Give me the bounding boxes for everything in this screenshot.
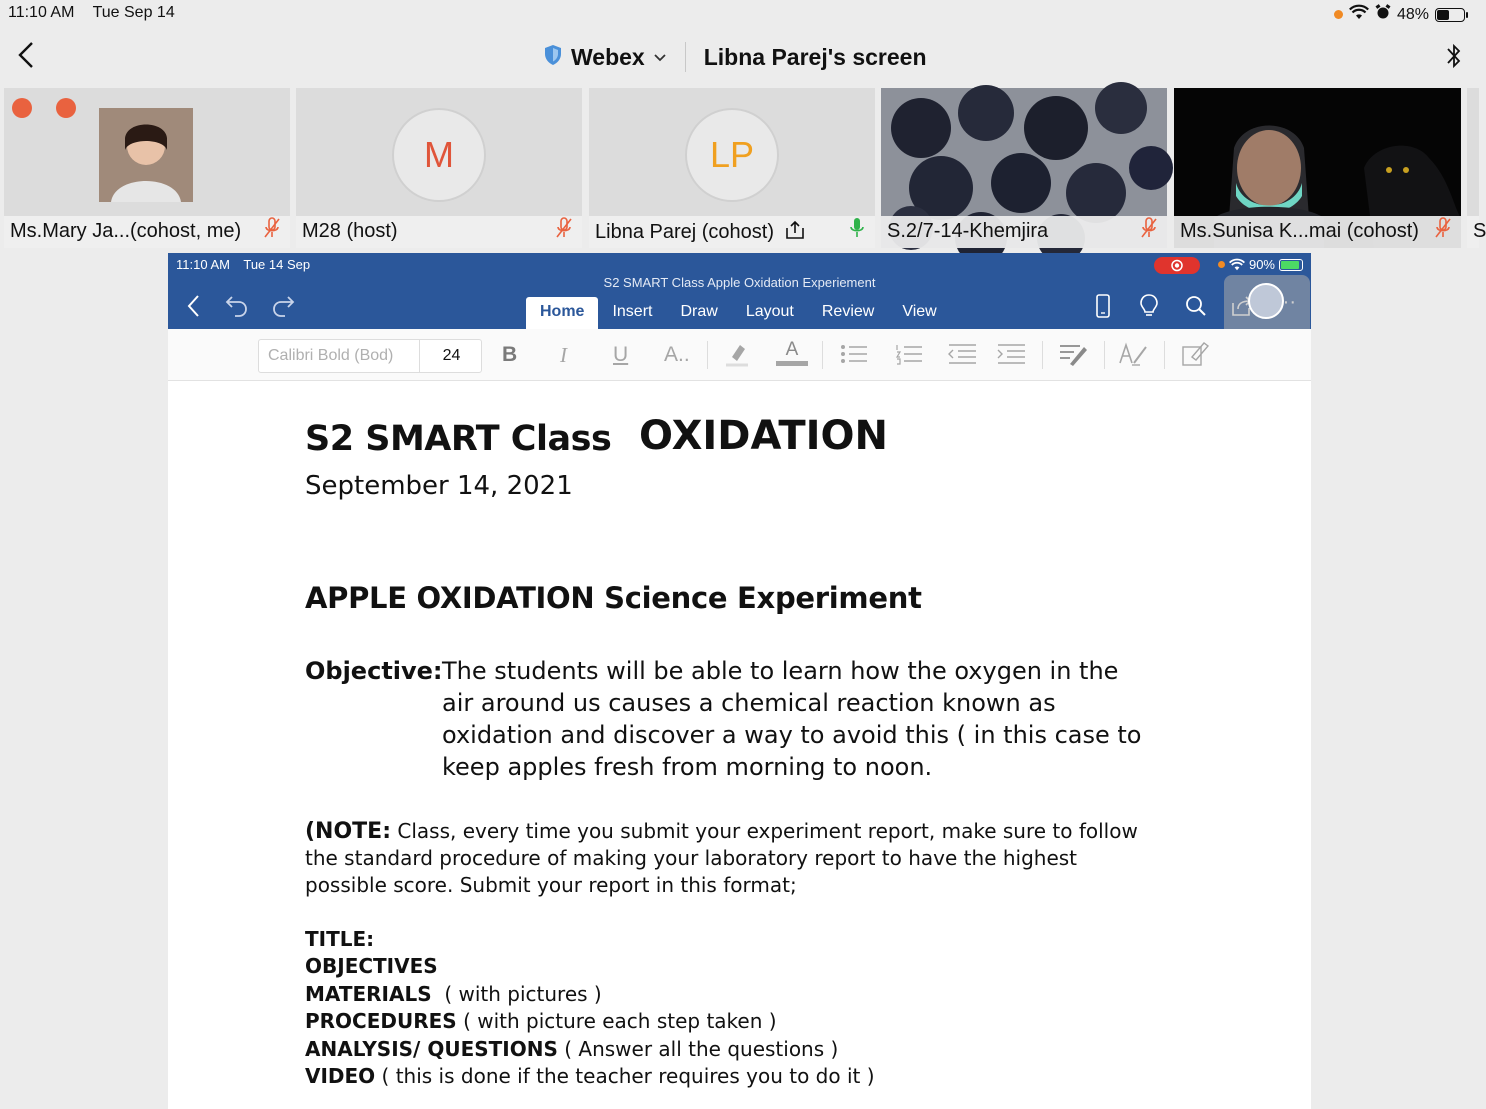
ipad-date: Tue 14 Sep <box>243 257 311 272</box>
doc-date: September 14, 2021 <box>305 471 573 501</box>
back-button[interactable] <box>12 40 42 70</box>
bold-button[interactable]: B <box>502 343 518 366</box>
tell-me-button[interactable] <box>1138 293 1160 324</box>
mic-icon <box>849 217 865 244</box>
note-line: the standard procedure of making your laboratory report to have the highest <box>305 846 1078 870</box>
highlighter-icon <box>724 341 750 369</box>
list-item: ANALYSIS/ QUESTIONS ( Answer all the questions ) <box>305 1036 839 1061</box>
word-title-bar <box>168 253 1311 329</box>
chevron-down-icon <box>653 53 667 63</box>
ipad-battery-percent: 90% <box>1248 257 1275 272</box>
status-bar <box>0 0 1479 28</box>
objective-label: Objective: <box>305 657 443 685</box>
search-icon <box>1184 293 1208 319</box>
sharing-icon <box>784 220 806 240</box>
ipad-wifi-icon <box>1229 259 1245 271</box>
lightbulb-icon <box>1138 293 1160 319</box>
styles-button[interactable] <box>1058 341 1088 373</box>
ribbon-tabs <box>526 297 951 329</box>
muted-badge-icon <box>12 98 32 118</box>
increase-indent-button[interactable] <box>996 343 1026 371</box>
font-color-label: A <box>785 339 799 360</box>
ipad-mic-indicator <box>1218 261 1225 268</box>
font-size-options-button[interactable]: A.. <box>664 343 690 366</box>
shield-icon <box>543 44 563 72</box>
mobile-view-button[interactable] <box>1094 293 1112 324</box>
avatar <box>99 108 193 202</box>
note-label: (NOTE: <box>305 819 392 844</box>
chevron-left-icon <box>12 40 42 70</box>
participant-name: S.2/7-14-Khemjira <box>887 220 1049 242</box>
participant-name: S <box>1473 220 1486 242</box>
webex-header <box>0 28 1479 86</box>
muted-mic-icon <box>1435 217 1451 244</box>
list-item: PROCEDURES ( with picture each step taken ) <box>305 1009 777 1034</box>
document-title: S2 SMART Class Apple Oxidation Experiement <box>603 275 876 290</box>
battery-percent: 48% <box>1396 5 1429 23</box>
list-item: MATERIALS ( with pictures ) <box>305 981 602 1006</box>
muted-mic-icon <box>264 217 280 244</box>
ipad-time: 11:10 AM <box>176 257 230 272</box>
muted-mic-icon <box>1141 217 1157 244</box>
tab-insert[interactable]: Insert <box>612 303 653 320</box>
report-format-list <box>305 926 875 1090</box>
participant-tile[interactable] <box>4 88 290 248</box>
redo-button[interactable] <box>270 293 296 324</box>
tab-draw[interactable]: Draw <box>680 303 718 320</box>
participant-tile[interactable] <box>296 88 582 248</box>
note-line: Class, every time you submit your experiment report, make sure to follow <box>397 819 1138 843</box>
screen-recording-indicator <box>1154 257 1200 274</box>
mic-in-use-indicator <box>1334 10 1343 19</box>
bullets-button[interactable] <box>840 343 868 371</box>
participant-name: Ms.Mary Ja...(cohost, me) <box>10 220 242 242</box>
objective-line: air around us causes a chemical reaction known as <box>442 689 1056 717</box>
clear-formatting-button[interactable] <box>1118 341 1150 373</box>
numbering-button[interactable] <box>895 343 923 371</box>
undo-icon <box>224 293 250 319</box>
doc-title-left: S2 SMART Class <box>305 419 612 459</box>
note-paragraph <box>305 818 1185 899</box>
doc-heading: APPLE OXIDATION Science Experiment <box>305 581 922 615</box>
participant-tile[interactable] <box>589 88 875 248</box>
list-item: OBJECTIVES <box>305 954 438 979</box>
format-painter-button[interactable] <box>1180 339 1210 375</box>
underline-button[interactable]: U <box>613 343 629 366</box>
battery-icon <box>1435 8 1465 22</box>
muted-mic-icon <box>556 217 572 244</box>
format-painter-icon <box>1180 339 1210 369</box>
avatar: M <box>392 108 486 202</box>
objective-line: keep apples fresh from morning to noon. <box>442 753 933 781</box>
alarm-icon <box>1375 4 1391 25</box>
clear-format-icon <box>1118 341 1150 367</box>
numbered-list-icon <box>895 343 923 365</box>
bullet-list-icon <box>840 343 868 365</box>
note-line: possible score. Submit your report in this format; <box>305 873 797 897</box>
objective-line: The students will be able to learn how the oxygen in the <box>442 657 1119 685</box>
indent-icon <box>996 343 1026 365</box>
font-color-button[interactable] <box>776 339 808 366</box>
chevron-left-icon <box>184 293 204 319</box>
recording-badge-icon <box>56 98 76 118</box>
tab-review[interactable]: Review <box>821 303 875 320</box>
participant-tile[interactable] <box>881 88 1167 248</box>
webex-menu-button[interactable] <box>571 44 667 71</box>
search-button[interactable] <box>1184 293 1208 324</box>
outdent-icon <box>947 343 977 365</box>
ipad-battery-icon <box>1279 259 1303 271</box>
word-back-button[interactable] <box>184 293 204 324</box>
participant-name: Libna Parej (cohost) <box>595 221 774 243</box>
font-name-dropdown[interactable]: Calibri Bold (Bod) <box>268 347 394 364</box>
tab-layout[interactable]: Layout <box>745 303 794 320</box>
doc-title-right: OXIDATION <box>639 413 889 459</box>
redo-icon <box>270 293 296 319</box>
list-item: TITLE: <box>305 927 375 951</box>
participant-tile[interactable] <box>1467 88 1486 248</box>
participant-name: Ms.Sunisa K...mai (cohost) <box>1180 220 1419 242</box>
home-ribbon <box>168 329 1311 381</box>
tab-home[interactable]: Home <box>526 297 598 329</box>
italic-button[interactable]: I <box>560 343 567 367</box>
highlight-button[interactable] <box>724 341 750 375</box>
tab-view[interactable]: View <box>902 303 937 320</box>
participant-strip <box>0 88 1486 248</box>
shared-screen <box>168 253 1311 1109</box>
document-page[interactable] <box>168 381 1311 1109</box>
status-date: Tue Sep 14 <box>92 4 175 21</box>
undo-button[interactable] <box>224 293 250 324</box>
objective-line: oxidation and discover a way to avoid this ( in this case to <box>442 721 1142 749</box>
avatar: LP <box>685 108 779 202</box>
wifi-icon <box>1349 5 1369 25</box>
paragraph-styles-icon <box>1058 341 1088 367</box>
decrease-indent-button[interactable] <box>947 343 977 371</box>
app-name: Webex <box>571 43 645 70</box>
participant-tile[interactable] <box>1174 88 1461 248</box>
status-time: 11:10 AM <box>8 4 75 21</box>
list-item: VIDEO ( this is done if the teacher requires you to do it ) <box>305 1064 875 1089</box>
font-size-dropdown[interactable]: 24 <box>419 340 483 372</box>
bluetooth-icon[interactable] <box>1445 40 1463 77</box>
participant-name: M28 (host) <box>302 220 398 242</box>
phone-icon <box>1094 293 1112 319</box>
share-title: Libna Parej's screen <box>703 43 927 70</box>
